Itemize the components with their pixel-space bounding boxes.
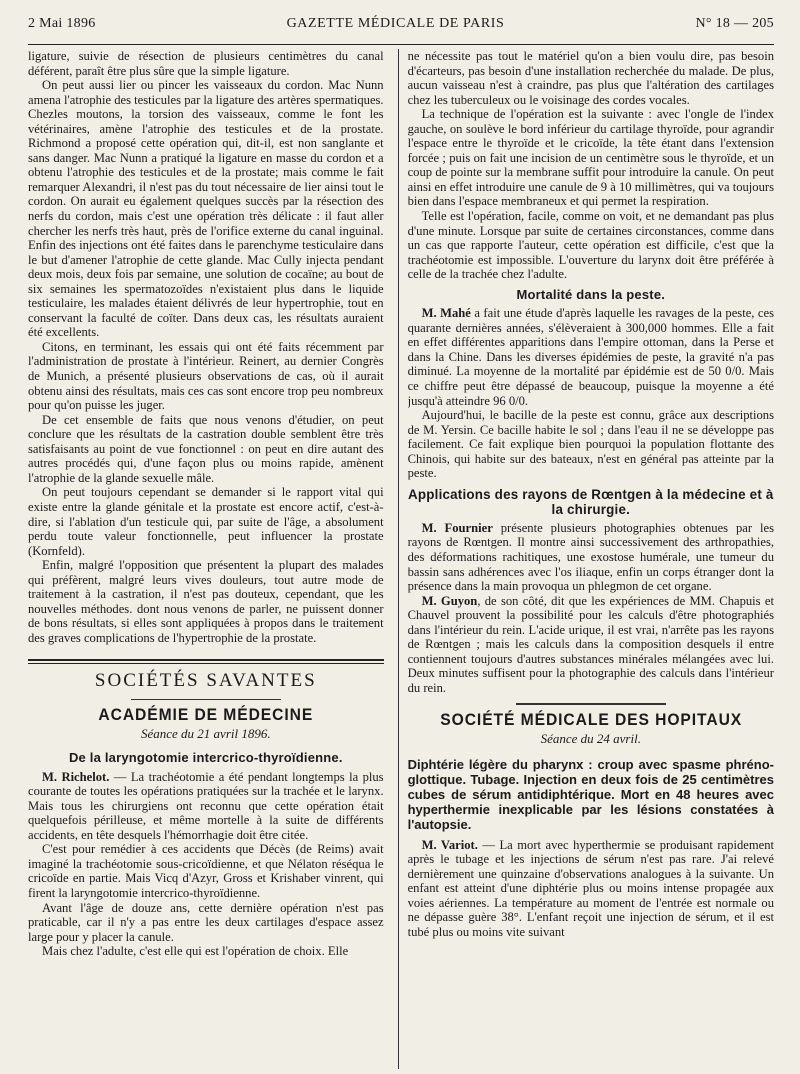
header-date: 2 Mai 1896 xyxy=(28,16,96,31)
author-mahe: M. Mahé xyxy=(421,306,471,321)
paragraph: De cet ensemble de faits que nous venons d'étudier, on peut conclure que les résultats de la castration double semblent être très satisfaisants au point de vue fonctionnel : on peut en dire autant des autres procédés qui, d'une façon plus ou moins rapide, amènent l'atrophie de la glande sexuelle mâle. xyxy=(28,412,384,485)
short-divider xyxy=(516,703,666,705)
short-divider xyxy=(131,699,281,700)
societe-hopitaux-heading: SOCIÉTÉ MÉDICALE DES HOPITAUX xyxy=(439,710,742,730)
columns xyxy=(28,49,774,1069)
author-fournier: M. Fournier xyxy=(421,520,493,535)
paragraph: On peut aussi lier ou pincer les vaisseaux du cordon. Mac Nunn amena l'atrophie des testicules par la ligature des artères spermatiques. Chezles moutons, la torsion des vaisseaux, comme le font les vétérinaires, amène l'atrophie des testicules et de la prostate. Richmond a proposé cette opération qui, dit-il, est non sanglante et sans danger. Mac Nunn a pratiqué la ligature en masse du cordon et a obtenu l'atrophie des testicules et de la prostate; mais comme le fait remarquer Alexandri, il n'est pas du tout nécessaire de lier ainsi tout le cordon. On aurait eu également quelques succès par la résection des nerfs du cordon, mais c'est une opération très délicate : il faut aller chercher les nerfs très haut, près de l'orifice externe du canal inguinal. Enfin des injections ont été faites dans le parenchyme testiculaire dans le but d'amener l'atrophie de cette glande. Mac Cully injecta pendant deux mois, deux fois par semaine, une solution de cocaïne; au bout de six semaines les spermatozoïdes n'existaient plus dans le liquide testiculaire, les malades étaient délivrés de leur hypertrophie, tout en conservant la faculté de coïter. Dans deux cas, les résultats auraient été excellents. xyxy=(28,78,384,340)
right-column xyxy=(408,49,774,1069)
paragraph: présente plusieurs photographies obtenues par les rayons de Rœntgen. Il montre ainsi successivement des arthropathies, des déformations rachitiques, une exostose humérale, une tumeur du bassin sans adhérences avec l'os iliaque, enfin un corps étranger dont la présence dans la main provoqua un phlegmon de cet organe. xyxy=(407,520,774,594)
paragraph: La technique de l'opération est la suivante : avec l'ongle de l'index gauche, on soulève le bord inférieur du cartilage thyroïde, pour agrandir l'espace entre le thyroïde et le cricoïde, la tête étant dans l'extension forcée ; puis on fait une incision de un centimètre sous le thyroïde, et un coup de pointe sur la membrane suffit pour introduire la canule. On peut ainsi en effet introduire une canule de 9 à 10 millimètres, qui va toujours bien dans l'espace membraneux et qui permet la respiration. xyxy=(407,107,774,209)
author-guyon: M. Guyon xyxy=(421,593,478,608)
author-richelot: M. Richelot. xyxy=(42,769,110,784)
academie-heading: ACADÉMIE DE MÉDECINE xyxy=(98,704,314,724)
header-rule xyxy=(28,44,774,45)
mortalite-title: Mortalité dans la peste. xyxy=(516,286,666,302)
diphterie-title: Diphtérie légère du pharynx : croup avec spasme phréno-glottique. Tubage. Injection en deux fois de 25 centimètres cubes de sérum antidiphtérique. Mort en 48 heures avec hyperthermie inexplicable par les lésions constatées à l'autopsie. xyxy=(407,756,774,832)
laryngotomie-title: De la laryngotomie intercrico-thyroïdienne. xyxy=(68,750,343,766)
paragraph: ligature, suivie de résection de plusieurs centimètres du canal déférent, paraît être plus sûre que la simple ligature. xyxy=(28,49,384,78)
header-title: GAZETTE MÉDICALE DE PARIS xyxy=(286,16,505,31)
societes-savantes-heading: SOCIÉTÉS SAVANTES xyxy=(94,670,317,692)
left-column xyxy=(28,49,392,1069)
paragraph: , de son côté, dit que les expériences de MM. Chapuis et Chauvel prouvent la possibilité pour les calculs d'être photographiés dans l'intérieur du rein. L'acide urique, il est vrai, n'arrête pas les rayons de Rœntgen ; mais les calculs dans la composition desquels il entre contiennent toujours d'autres substances minérales mélangées avec lui. Deux minutes suffisent pour la photographie des calculs dans l'intérieur du rein. xyxy=(407,593,774,695)
seance-date: Séance du 24 avril. xyxy=(540,730,641,746)
paragraph: — La mort avec hyperthermie se produisant rapidement après le tubage et les injections de sérum n'est pas rare. J'ai relevé dernièrement une quinzaine d'observations analogues à la suivante. Un enfant est atteint d'une diphtérie plus ou moins intense propagée aux voies aériennes. La température au moment de l'entrée est normale ou ne dépasse guère 38°. L'enfant reçoit une injection de sérum, et il est tubé plus ou moins vite suivant xyxy=(407,837,774,939)
column-separator xyxy=(398,49,399,1069)
header-page-number: N° 18 — 205 xyxy=(695,16,774,31)
paragraph: ne nécessite pas tout le matériel qu'on a bien voulu dire, pas besoin d'écarteurs, pas besoin d'une installation recherchée du malade. De plus, aucun vaisseau n'est à craindre, pas plus que l'altération des cartilages chez les tuberculeux ou le voisinage des cordes vocales. xyxy=(407,49,774,107)
section-divider xyxy=(28,659,384,664)
paragraph: Telle est l'opération, facile, comme on voit, et ne demandant pas plus d'une minute. Lorsque par suite de certaines circonstances, comme dans un cas que rapporte l'auteur, cette opération est difficile, c'est que la trachéotomie est impossible. L'ouverture du larynx doit être préférée à celle de la trachée chez l'adulte. xyxy=(407,209,774,282)
paragraph: Mais chez l'adulte, c'est elle qui est l'opération de choix. Elle xyxy=(42,944,349,959)
paragraph: On peut toujours cependant se demander si le rapport vital qui existe entre la glande génitale et la prostate est encore actif, c'est-à-dire, si l'ablation d'un testicule qui, par suite de l'âge, a absolument perdu toute valeur fonctionnelle, peut influencer la prostate (Kornfeld). xyxy=(28,485,384,558)
paragraph: Avant l'âge de douze ans, cette dernière opération n'est pas praticable, car il n'y a pas entre les deux cartilages d'espace assez large pour y placer la canule. xyxy=(28,900,384,944)
paragraph: Enfin, malgré l'opposition que présentent la plupart des malades qui préfèrent, malgré leurs vives douleurs, tout autre mode de traitement à la castration, il n'est pas douteux, cependant, que les nouvelles méthodes. dont nous venons de parler, ne puissent donner de bons résultats, si elles sont appliquées à propos dans le traitement des graves complications de l'hypertrophie de la prostate. xyxy=(28,558,384,645)
seance-date: Séance du 21 avril 1896. xyxy=(140,725,271,741)
page-header xyxy=(28,16,774,38)
paragraph: — La trachéotomie a été pendant longtemps la plus courante de toutes les opérations pratiquées sur la trachée et le larynx. Mais tous les chirurgiens ont reconnu que cette opération était quelquefois périlleuse, et même mortelle à la suite de différents accidents, en tête desquels l'hémorrhagie doit être citée. xyxy=(28,769,384,842)
author-variot: M. Variot. xyxy=(421,837,478,852)
paragraph: Citons, en terminant, les essais qui ont été faits récemment par l'administration de prostate à l'intérieur. Reinert, au dernier Congrès de Munich, a présenté plusieurs observations de cas, où il aurait obtenu ainsi des résultats, mais ces cas sont encore trop peu nombreux pour qu'on puisse les juger. xyxy=(28,339,384,413)
paragraph: C'est pour remédier à ces accidents que Décès (de Reims) avait imaginé la trachéotomie sous-cricoïdienne, et que Nélaton réséqua le cricoïde en partie. Mais Vicq d'Azyr, Gross et Krishaber vinrent, qui firent la laryngotomie intercrico-thyroïdienne. xyxy=(28,842,384,900)
paragraph: Aujourd'hui, le bacille de la peste est connu, grâce aux descriptions de M. Yersin. Ce bacille habite le sol ; dans l'eau il ne se développe pas facilement. Ce fait explique bien pourquoi la population flottante des Chinois, qui habite sur des bateaux, n'est en général pas atteinte par la peste. xyxy=(407,408,774,481)
rontgen-title: Applications des rayons de Rœntgen à la médecine et à la chirurgie. xyxy=(408,486,774,517)
paragraph: a fait une étude d'après laquelle les ravages de la peste, ces quarante dernières années, s'élèveraient à 300,000 hommes. Elle a fait en effet différentes apparitions dans l'empire ottoman, dans la Perse et dans la Chine. Dans les diverses épidémies de peste, la gravité n'a pas diminué. La moyenne de la mortalité par épidémie est de 50 0/0. Mais ce chiffre peut être dépassé de beaucoup, puisque la moyenne a été jusqu'à atteindre 96 0/0. xyxy=(407,306,774,408)
